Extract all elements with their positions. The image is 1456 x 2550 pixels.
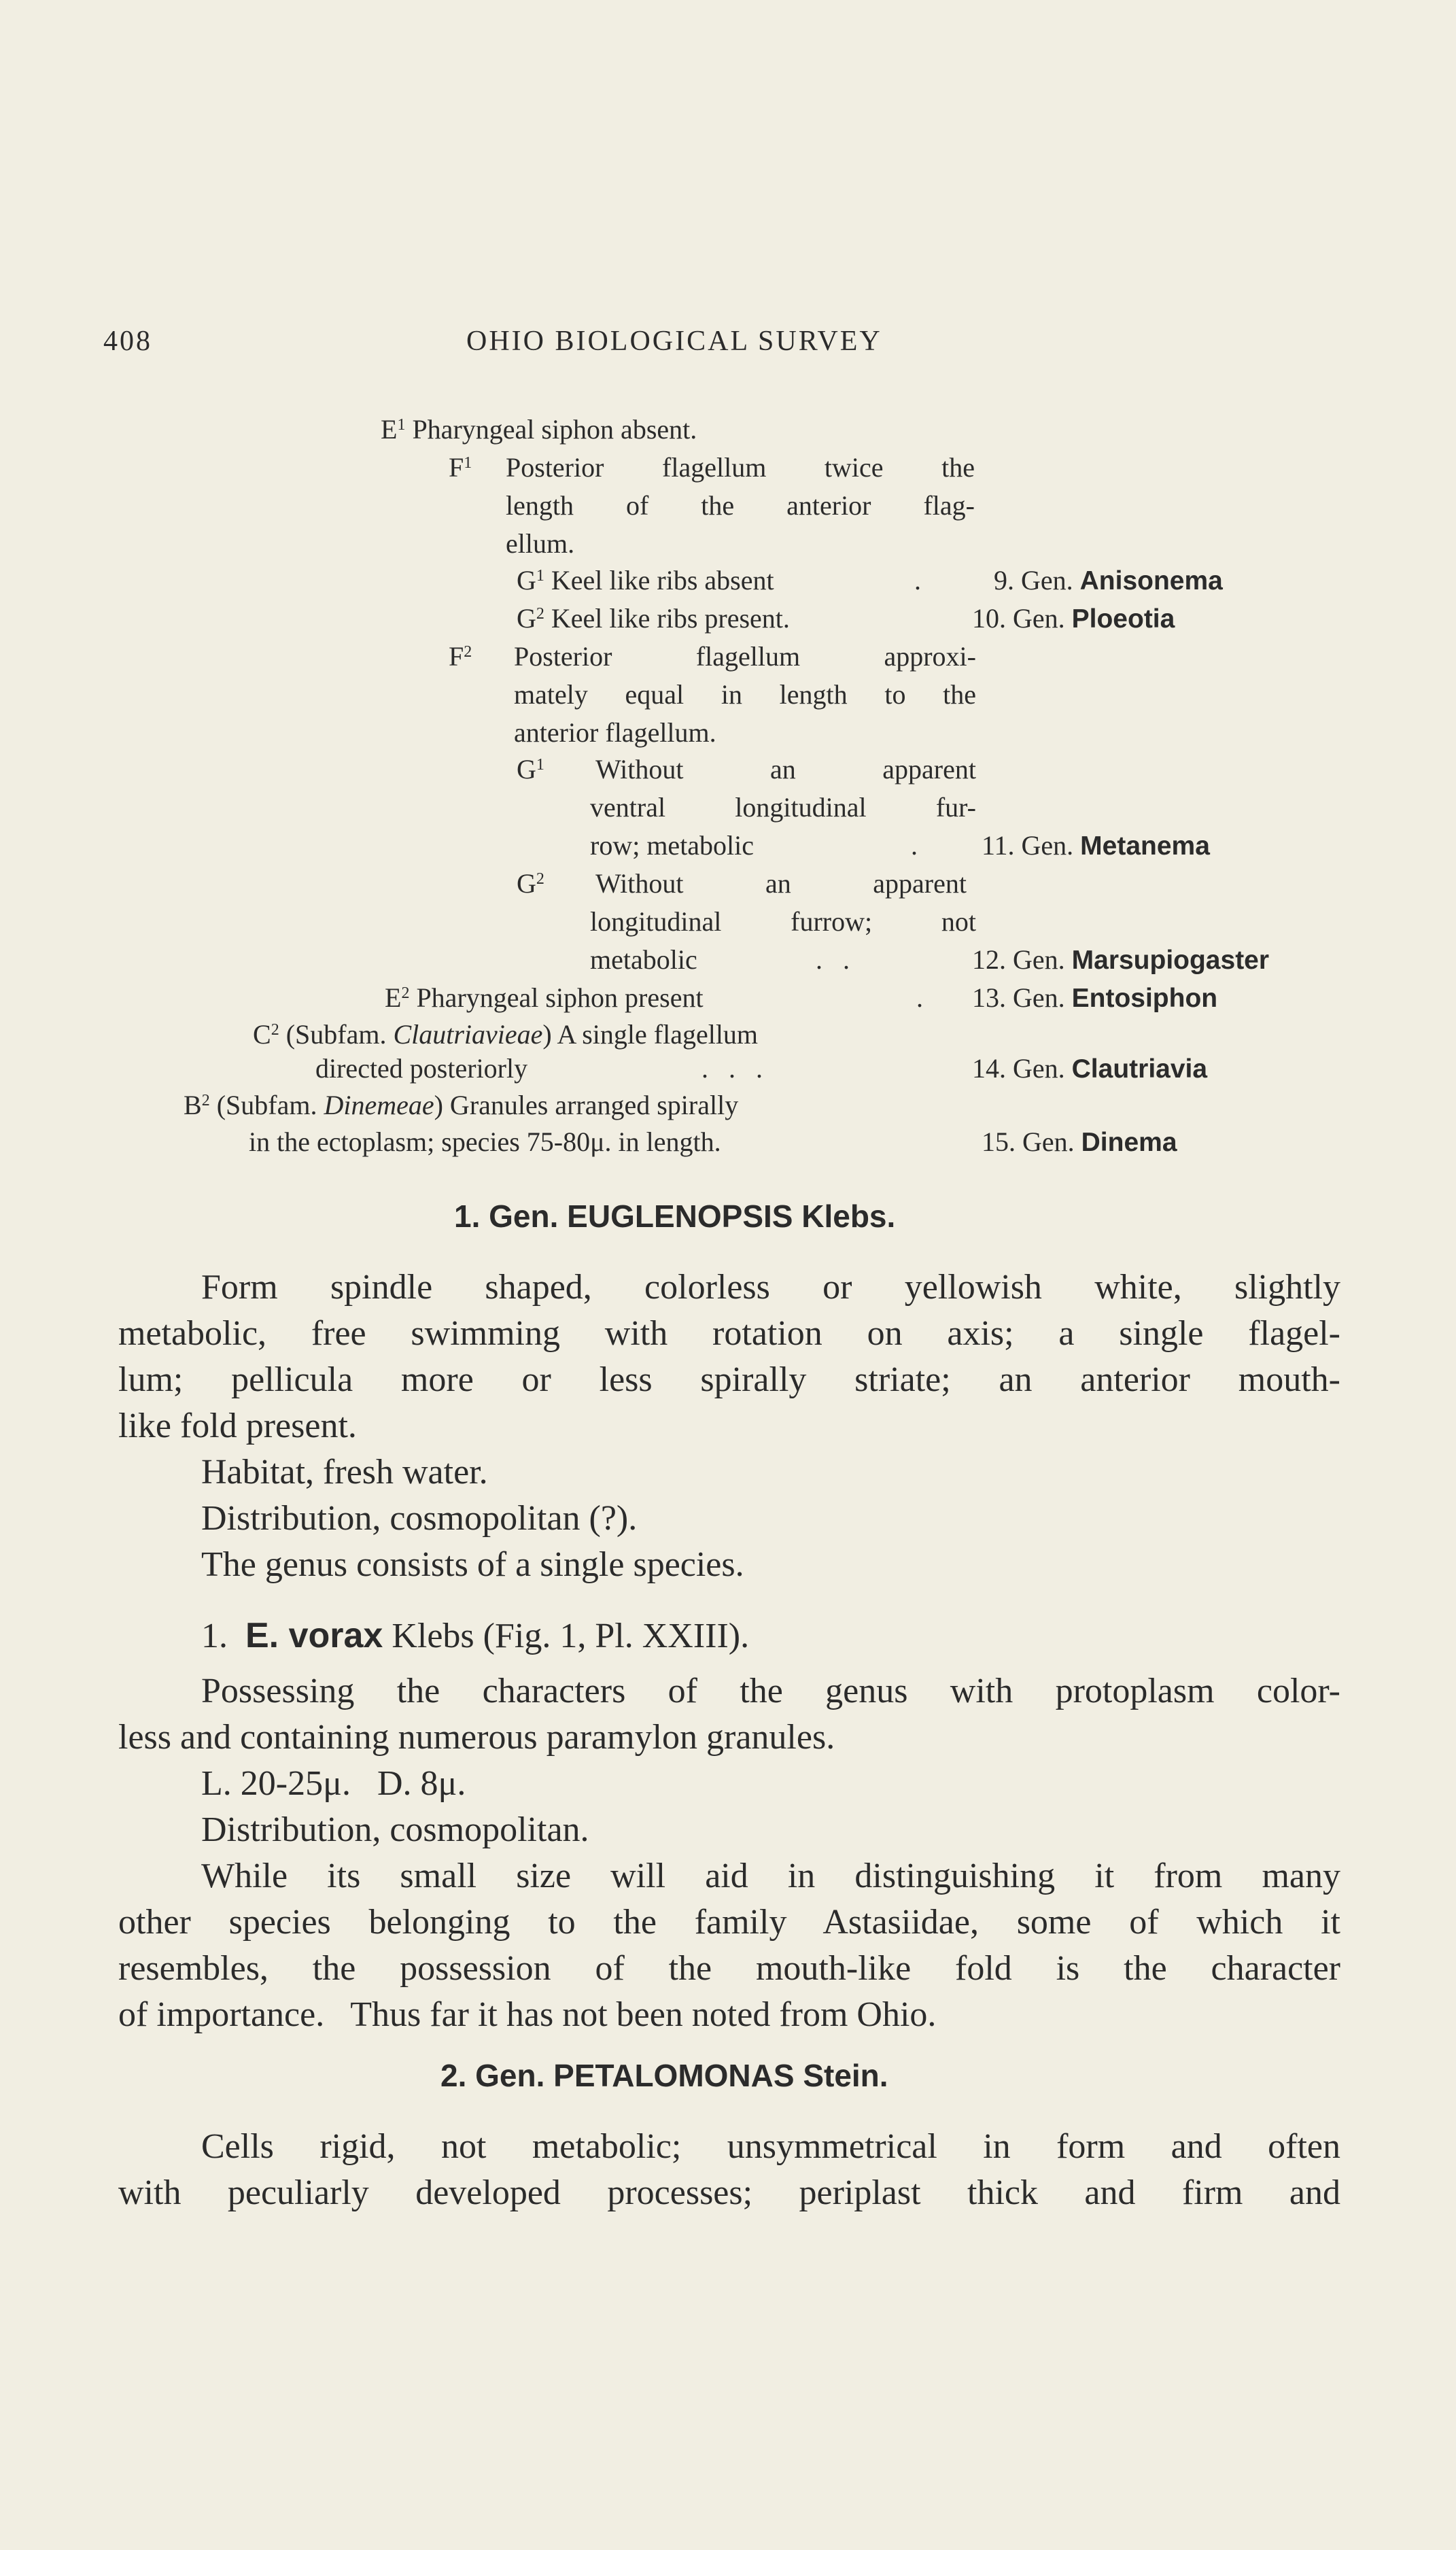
key-f2-mark: $F^2$ (449, 641, 472, 672)
key-e1: $E^1$ Pharyngeal siphon absent. (381, 414, 697, 445)
key-f2-line3: anterior flagellum. (514, 717, 716, 748)
key-g2b-genus: 12. Gen. Marsupiogaster (972, 944, 1270, 975)
key-f2-line2: mately equal in length to the (514, 679, 976, 710)
key-g1b-line3: row; metabolic (590, 830, 755, 861)
key-e2: $E^2$ Pharyngeal siphon present (385, 982, 704, 1013)
species1-desc-line2: less and containing numerous paramylon granules. (118, 1718, 835, 1757)
key-g2b-line2: longitudinal furrow; not (590, 906, 976, 937)
key-b2-line2: in the ectoplasm; species 75-80μ. in length. (249, 1126, 721, 1157)
section1-desc-line2: metabolic, free swimming with rotation on axis; a single flagel- (118, 1314, 1340, 1353)
key-g1b-mark: $G^1$ (517, 754, 544, 785)
species1-note-line3: resembles, the possession of the mouth-like fold is the character (118, 1949, 1340, 1988)
key-c2-line1: $C^2$ (Subfam. Clautriavieae) A single flagellum (253, 1019, 759, 1050)
key-e2-genus: 13. Gen. Entosiphon (972, 982, 1218, 1013)
key-f1-line3: ellum. (506, 528, 575, 559)
key-g1b-dots: . (911, 830, 918, 861)
key-f1-line2: length of the anterior flag- (506, 490, 975, 521)
page-number: 408 (103, 326, 152, 357)
key-c2-dots: . . . (701, 1053, 763, 1084)
species1-desc-line1: Possessing the characters of the genus with protoplasm color- (201, 1672, 1340, 1710)
key-g2b-mark: $G^2$ (517, 868, 544, 899)
species1-measurements: L. 20-25μ. D. 8μ. (201, 1764, 466, 1803)
section2-heading: 2. Gen. PETALOMONAS Stein. (440, 2058, 888, 2093)
key-g1a: $G^1$ Keel like ribs absent (517, 565, 774, 596)
species1-heading: 1. E. vorax Klebs (Fig. 1, Pl. XXIII). (201, 1616, 750, 1655)
section1-genus-note: The genus consists of a single species. (201, 1545, 744, 1584)
key-g2b-dots: . . (816, 944, 850, 975)
section2-desc-line2: with peculiarly developed processes; periplast thick and firm and (118, 2173, 1340, 2212)
key-b2-line1: $B^2$ (Subfam. Dinemeae) Granules arranged spirally (184, 1090, 739, 1120)
key-f1-mark: $F^1$ (449, 452, 472, 483)
key-f2-line1: Posterior flagellum approxi- (514, 641, 976, 672)
section1-habitat: Habitat, fresh water. (201, 1453, 488, 1492)
section2-desc-line1: Cells rigid, not metabolic; unsymmetrical in form and often (201, 2127, 1340, 2166)
key-g1a-dots: . (914, 565, 921, 596)
section1-desc-line1: Form spindle shaped, colorless or yellowish white, slightly (201, 1268, 1340, 1307)
section1-desc-line3: lum; pellicula more or less spirally striate; an anterior mouth- (118, 1360, 1340, 1399)
species1-note-line2: other species belonging to the family Astasiidae, some of which it (118, 1903, 1340, 1942)
section1-desc-line4: like fold present. (118, 1407, 357, 1445)
key-g1b-line1: Without an apparent (595, 754, 976, 785)
running-title: OHIO BIOLOGICAL SURVEY (466, 326, 882, 357)
key-f1-line1: Posterior flagellum twice the (506, 452, 975, 483)
species1-note-line1: While its small size will aid in distinguishing it from many (201, 1857, 1340, 1895)
species1-note-line4: of importance. Thus far it has not been noted from Ohio. (118, 1995, 937, 2034)
key-g2a-genus: 10. Gen. Ploeotia (972, 603, 1175, 634)
key-c2-genus: 14. Gen. Clautriavia (972, 1053, 1208, 1084)
key-g2a: $G^2$ Keel like ribs present. (517, 603, 790, 634)
key-b2-genus: 15. Gen. Dinema (982, 1126, 1177, 1157)
key-g2b-line3: metabolic (590, 944, 697, 975)
key-e2-dots: . (916, 982, 923, 1013)
section1-distribution: Distribution, cosmopolitan (?). (201, 1499, 638, 1538)
key-g2b-line1: Without an apparent (595, 868, 967, 899)
key-g1b-genus: 11. Gen. Metanema (982, 830, 1210, 861)
key-g1b-line2: ventral longitudinal fur- (590, 792, 976, 823)
species1-distribution: Distribution, cosmopolitan. (201, 1810, 589, 1849)
key-c2-line2: directed posteriorly (315, 1053, 528, 1084)
section1-heading: 1. Gen. EUGLENOPSIS Klebs. (454, 1199, 896, 1234)
key-g1a-genus: 9. Gen. Anisonema (994, 565, 1223, 596)
